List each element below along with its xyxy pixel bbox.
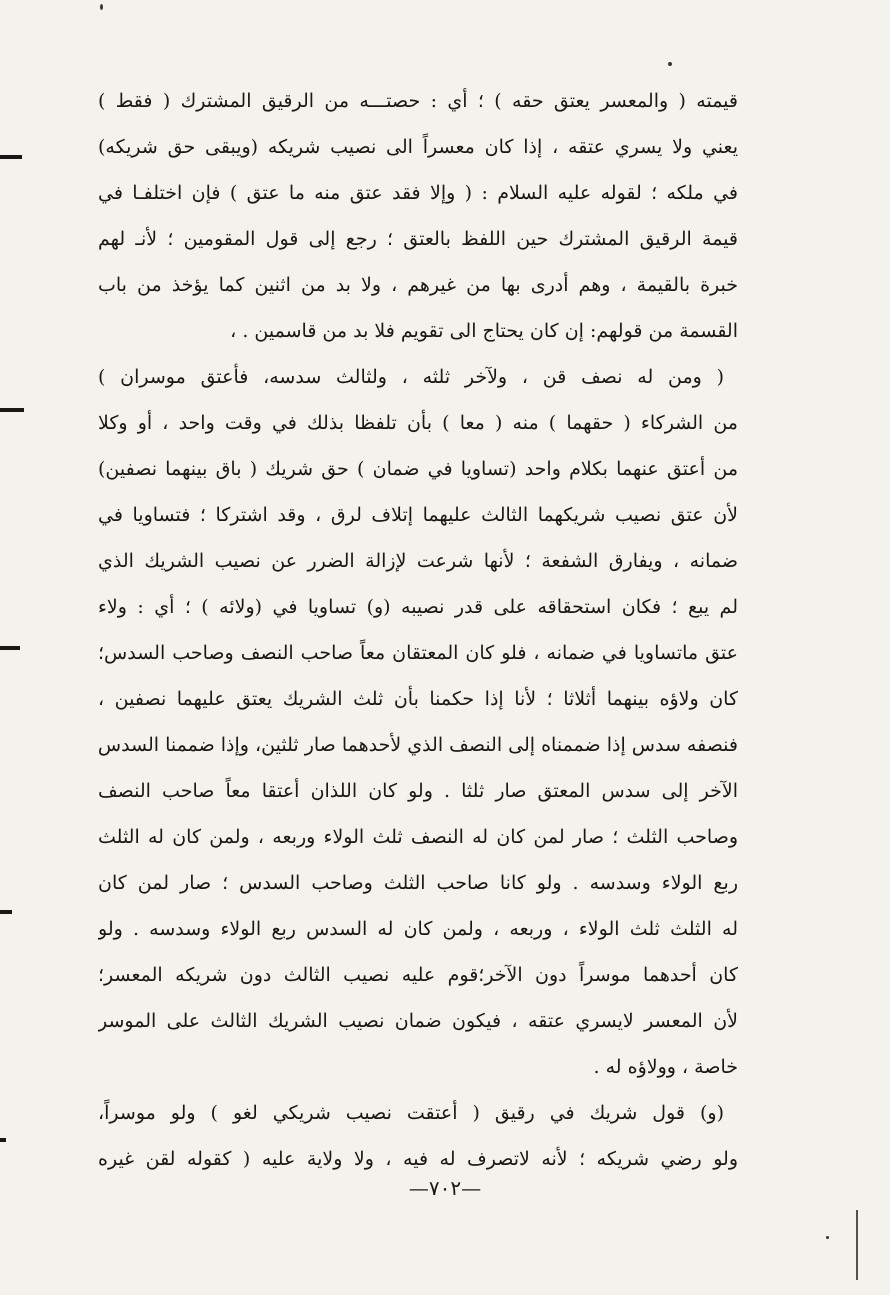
ink-speck bbox=[100, 4, 103, 10]
text-line: لأن عتق نصيب شريكهما الثالث عليهما إتلاف لرق ، وقد اشتركا ؛ فتساويا في bbox=[98, 504, 738, 526]
body-text bbox=[98, 78, 738, 1182]
text-line: له الثلث ثلث الولاء ، وربعه ، ولمن كان له السدس ربع الولاء وسدسه . ولو bbox=[98, 918, 738, 940]
margin-mark bbox=[0, 408, 24, 412]
text-line: خبرة بالقيمة ، وهم أدرى بها من غيرهم ، ولا بد من اثنين كما يؤخذ من باب bbox=[98, 274, 738, 296]
margin-mark bbox=[0, 1138, 6, 1142]
text-line: كان ولاؤه بينهما أثلاثا ؛ لأنا إذا حكمنا بأن ثلث الشريك يعتق عليهما نصفين ، bbox=[98, 688, 738, 710]
text-line: من أعتق عنهما بكلام واحد (تساويا في ضمان ) حق شريك ( باق بينهما نصفين) bbox=[98, 458, 738, 480]
page-edge-shadow bbox=[856, 1210, 858, 1280]
text-line: عتق ماتساويا في ضمانه ، فلو كان المعتقان معاً صاحب النصف وصاحب السدس؛ bbox=[98, 642, 738, 664]
text-line: الآخر إلى سدس المعتق صار ثلثا . ولو كان اللذان أعتقا معاً صاحب النصف bbox=[98, 780, 738, 802]
text-line: ولو رضي شريكه ؛ لأنه لاتصرف له فيه ، ولا ولاية عليه ( كقوله لقن غيره bbox=[98, 1148, 738, 1170]
paragraph-start-line: (و) قول شريك في رقيق ( أعتقت نصيب شريكي لغو ) ولو موسراً، bbox=[98, 1102, 724, 1124]
text-line: القسمة من قولهم: إن كان يحتاج الى تقويم فلا بد من قاسمين . ، bbox=[230, 320, 738, 342]
text-line: ربع الولاء وسدسه . ولو كانا صاحب الثلث وصاحب السدس ؛ صار لمن كان bbox=[98, 872, 738, 894]
text-line: من الشركاء ( حقهما ) منه ( معا ) بأن تلفظا بذلك في وقت واحد ، أو وكلا bbox=[98, 412, 738, 434]
ink-speck bbox=[826, 1236, 829, 1239]
margin-mark bbox=[0, 910, 12, 914]
margin-mark bbox=[0, 646, 20, 650]
text-line: قيمة الرقيق المشترك حين اللفظ بالعتق ؛ رجع إلى قول المقومين ؛ لأنـ لهم bbox=[98, 228, 738, 250]
page-number: —٧٠٢— bbox=[408, 1176, 482, 1200]
text-line: لم يبع ؛ فكان استحقاقه على قدر نصيبه (و) تساويا في (ولائه ) ؛ أي : ولاء bbox=[98, 596, 738, 618]
text-line: يعني ولا يسري عتقه ، إذا كان معسراً الى نصيب شريكه (ويبقى حق شريكه) bbox=[98, 136, 738, 158]
margin-mark bbox=[0, 155, 22, 159]
text-line: لأن المعسر لايسري عتقه ، فيكون ضمان نصيب الشريك الثالث على الموسر bbox=[98, 1010, 738, 1032]
text-line: وصاحب الثلث ؛ صار لمن كان له النصف ثلث الولاء وربعه ، ولمن كان له الثلث bbox=[98, 826, 738, 848]
ink-speck bbox=[668, 62, 672, 66]
text-line: قيمته ( والمعسر يعتق حقه ) ؛ أي : حصتـــه من الرقيق المشترك ( فقط ) bbox=[98, 90, 738, 112]
text-line: في ملكه ؛ لقوله عليه السلام : ( وإلا فقد عتق منه ما عتق ) فإن اختلفـا في bbox=[98, 182, 738, 204]
text-line: ضمانه ، ويفارق الشفعة ؛ لأنها شرعت لإزالة الضرر عن نصيب الشريك الذي bbox=[98, 550, 738, 572]
text-line: خاصة ، وولاؤه له . bbox=[593, 1056, 738, 1078]
text-line: فنصفه سدس إذا ضممناه إلى النصف الذي لأحدهما صار ثلثين، وإذا ضممنا السدس bbox=[98, 734, 738, 756]
text-line: كان أحدهما موسراً دون الآخر؛قوم عليه نصيب الثالث دون شريكه المعسر؛ bbox=[98, 964, 738, 986]
paragraph-start-line: ( ومن له نصف قن ، ولآخر ثلثه ، ولثالث سدسه، فأعتق موسران ) bbox=[98, 366, 724, 388]
